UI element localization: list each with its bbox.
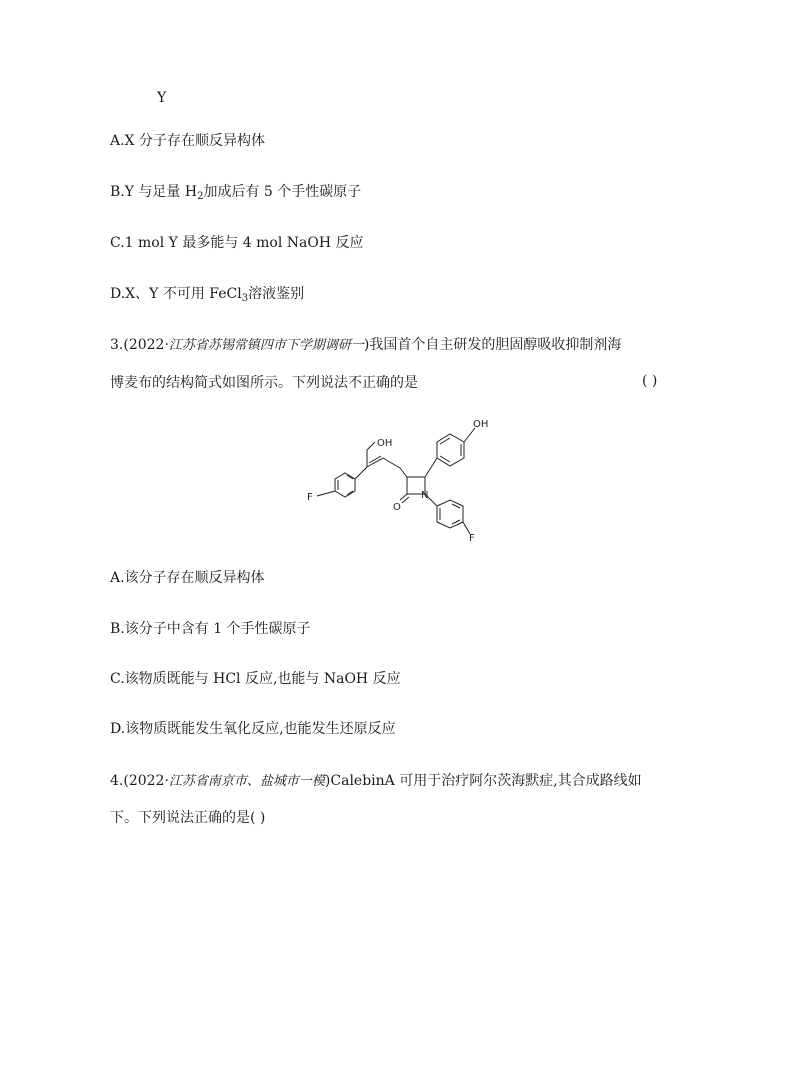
top-benzene-ring: [437, 434, 464, 466]
q3-option-d: D.该物质既能发生氧化反应,也能发生还原反应: [110, 721, 396, 737]
q3-structure-diagram: [295, 410, 515, 545]
q3-stem-line2: 博麦布的结构简式如图所示。下列说法不正确的是: [110, 375, 418, 391]
o-atom-label: O: [393, 502, 401, 513]
q4-stem-line1: 4.(2022·江苏省南京市、盐城市一模)CalebinA 可用于治疗阿尔茨海默症,其合成路线如: [110, 773, 642, 789]
q3-answer-paren: ( ): [642, 373, 658, 389]
y-label: Y: [157, 90, 167, 106]
oh-right-label: OH: [473, 419, 489, 430]
oh-top-label: OH: [377, 438, 393, 449]
q2-option-b: B.Y 与足量 $H_2$加成后有 5 个手性碳原子: [110, 184, 362, 202]
f-bottom-label: F: [469, 533, 475, 544]
q2-option-c: C.1 mol Y 最多能与 4 mol NaOH 反应: [110, 235, 364, 251]
f-left-label: F: [307, 492, 313, 503]
q3-option-c: C.该物质既能与 HCl 反应,也能与 NaOH 反应: [110, 671, 401, 687]
q3-option-a: A.该分子存在顺反异构体: [110, 570, 265, 586]
q3-source: 江苏省苏锡常镇四市下学期调研一: [168, 338, 364, 353]
n-atom-label: N: [421, 490, 429, 501]
q2-option-a: A.X 分子存在顺反异构体: [110, 133, 265, 149]
bottom-benzene-ring: [437, 500, 463, 528]
q2-option-d: D.X、Y 不可用 FeCl$_3$溶液鉴别: [110, 286, 305, 304]
q4-stem-line2: 下。下列说法正确的是( ): [110, 810, 266, 826]
q3-option-b: B.该分子中含有 1 个手性碳原子: [110, 621, 311, 637]
q3-stem-line1: 3.(2022·江苏省苏锡常镇四市下学期调研一)我国首个自主研发的胆固醇吸收抑制剂海: [110, 337, 622, 353]
q4-source: 江苏省南京市、盐城市一模: [168, 774, 325, 789]
